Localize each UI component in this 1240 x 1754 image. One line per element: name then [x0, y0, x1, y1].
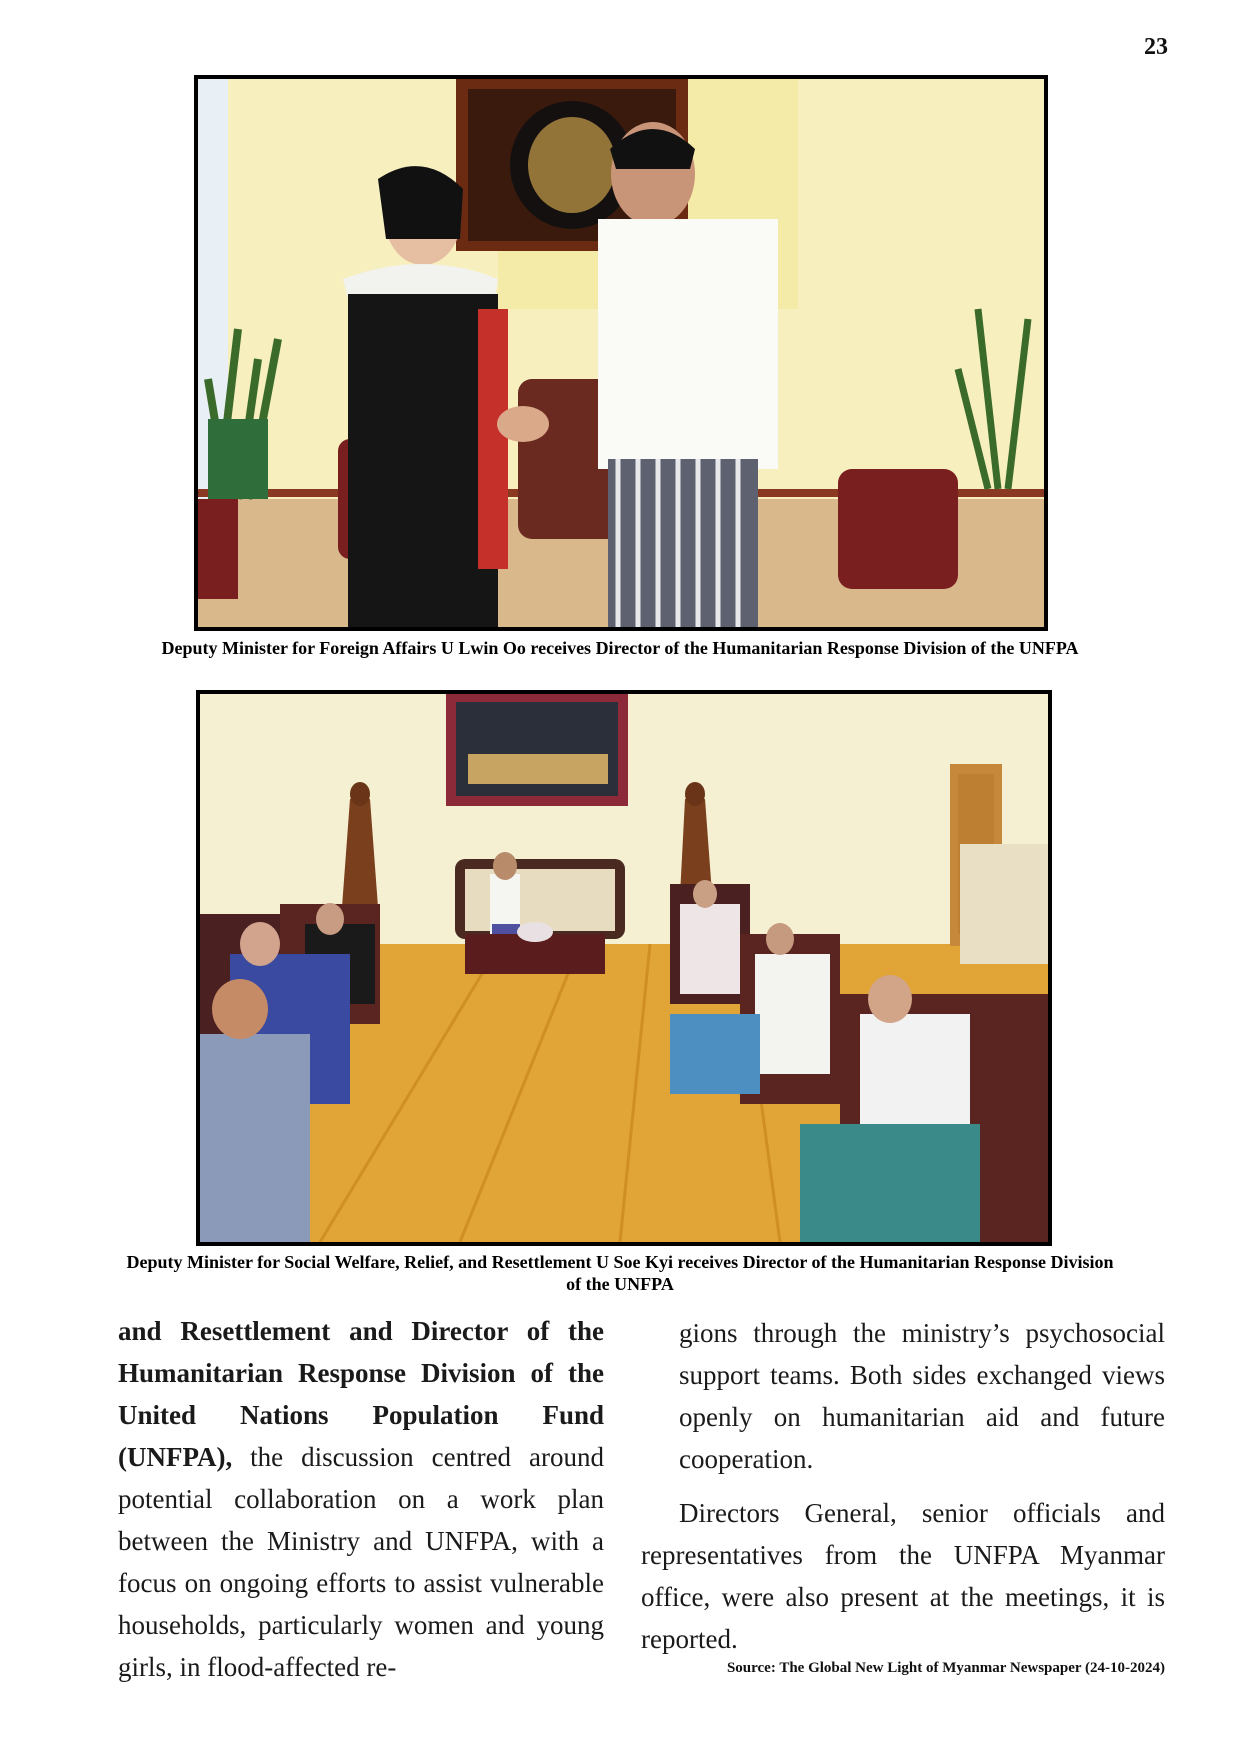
- photo-handshake: [194, 75, 1048, 631]
- photo-caption: Deputy Minister for Foreign Affairs U Lwin Oo receives Director of the Humanitarian Response Division of the UNFPA: [161, 638, 1079, 658]
- article-column-right: [641, 1312, 1165, 1660]
- article-paragraph: gions through the ministry’s psychosocial support teams. Both sides exchanged views openly on humanitarian aid and future cooperation.: [679, 1318, 1165, 1474]
- article-lead-bold: and Resettlement and Director of the Humanitarian Response Division of the United Nations Population Fund (UNFPA),: [118, 1316, 604, 1472]
- article-column-left: [118, 1310, 604, 1688]
- source-credit: Source: The Global New Light of Myanmar Newspaper (24-10-2024): [726, 1660, 1165, 1676]
- page-number: 23: [1144, 34, 1168, 60]
- photo-caption: Deputy Minister for Social Welfare, Relief, and Resettlement U Soe Kyi receives Director of the Humanitarian Response Division of the UNFPA: [126, 1252, 1114, 1294]
- photo-meeting: [196, 690, 1052, 1246]
- article-paragraph: Directors General, senior officials and representatives from the UNFPA Myanmar office, were also present at the meetings, it is reported.: [641, 1498, 1165, 1654]
- article-text: the discussion centred around potential collaboration on a work plan between the Ministry and UNFPA, with a focus on ongoing efforts to assist vulnerable households, particularly women and young girls, in flood-affected re-: [118, 1442, 604, 1682]
